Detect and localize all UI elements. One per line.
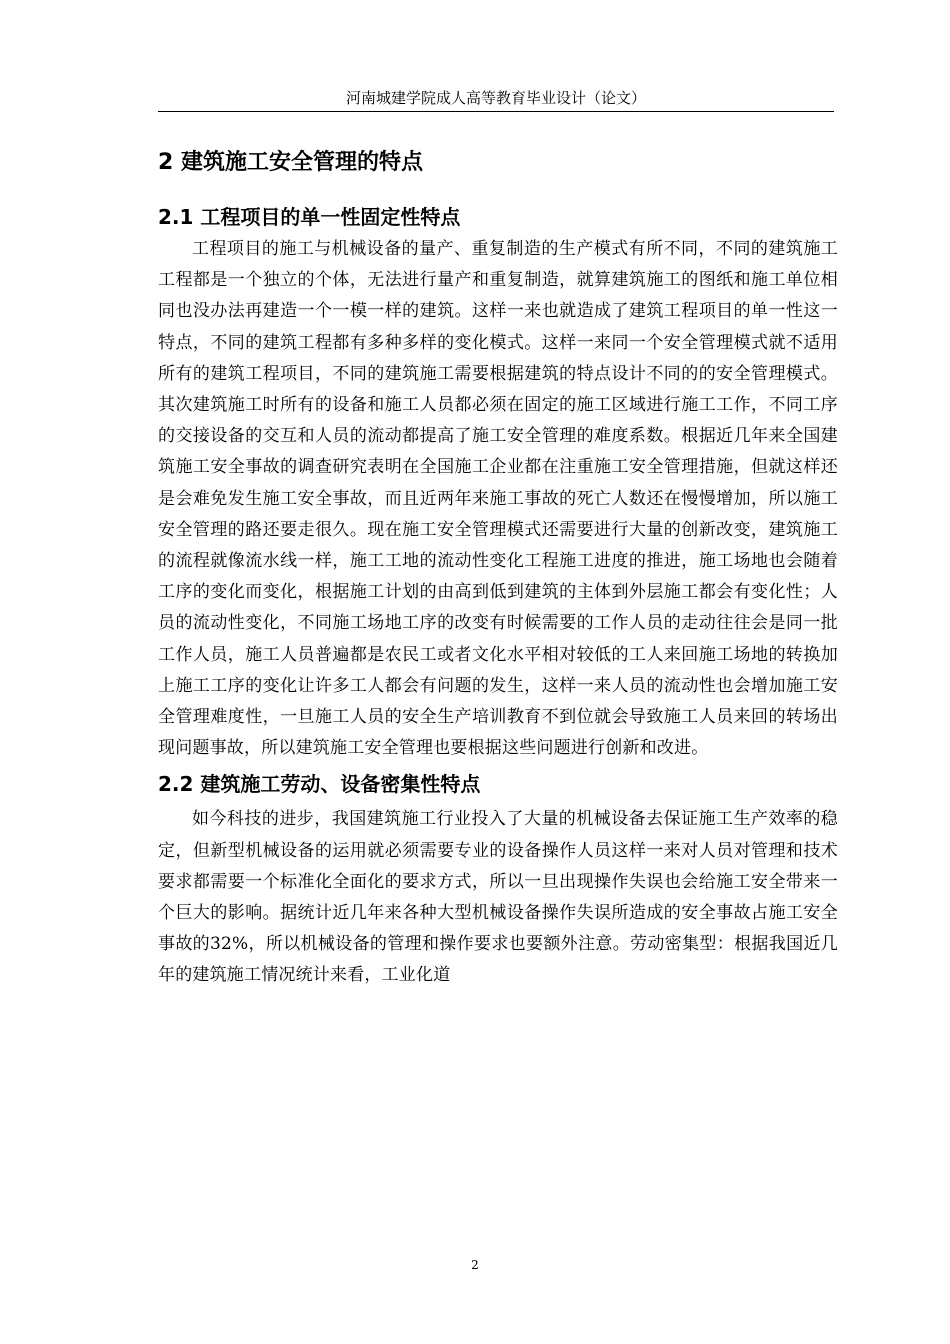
page-number: 2	[471, 1258, 479, 1272]
section-title-2-2: 2.2 建筑施工劳动、设备密集性特点	[158, 772, 481, 797]
section-title-2-1: 2.1 工程项目的单一性固定性特点	[158, 205, 461, 229]
section-2-1-paragraph: 工程项目的施工与机械设备的量产、重复制造的生产模式有所不同，不同的建筑施工工程都是一个独立的个体，无法进行量产和重复制造，就算建筑施工的图纸和施工单位相同也没办法再建造一个一模一样的建筑。这样一来也就造成了建筑工程项目的单一性这一特点，不同的建筑工程都有多种多样的变化模式。这样一来同一个安全管理模式就不适用所有的建筑工程项目，不同的建筑施工需要根据建筑的特点设计不同的的安全管理模式。其次建筑施工时所有的设备和施工人员都必须在固定的施工区域进行施工工作，不同工序的交接设备的交互和人员的流动都提高了施工安全管理的难度系数。根据近几年来全国建筑施工安全事故的调查研究表明在全国施工企业都在注重施工安全管理措施，但就这样还是会难免发生施工安全事故，而且近两年来施工事故的死亡人数还在慢慢增加，所以施工安全管理的路还要走很久。现在施工安全管理模式还需要进行大量的创新改变，建筑施工的流程就像流水线一样，施工工地的流动性变化工程施工进度的推进，施工场地也会随着工序的变化而变化，根据施工计划的由高到低到建筑的主体到外层施工都会有变化性；人员的流动性变化，不同施工场地工序的改变有时候需要的工作人员的走动往往会是同一批工作人员，施工人员普遍都是农民工或者文化水平相对较低的工人来回施工场地的转换加上施工工序的变化让许多工人都会有问题的发生，这样一来人员的流动性也会增加施工安全管理难度性，一旦施工人员的安全生产培训教育不到位就会导致施工人员来回的转场出现问题事故，所以建筑施工安全管理也要根据这些问题进行创新和改进。	[158, 239, 838, 759]
document-body	[158, 140, 838, 992]
section-2-2-paragraph: 如今科技的进步，我国建筑施工行业投入了大量的机械设备去保证施工生产效率的稳定，但新型机械设备的运用就必须需要专业的设备操作人员这样一来对人员对管理和技术要求都需要一个标准化全面化的要求方式，所以一旦出现操作失误也会给施工安全带来一个巨大的影响。据统计近几年来各种大型机械设备操作失误所造成的安全事故占施工安全事故的32%，所以机械设备的管理和操作要求也要额外注意。劳动密集型：根据我国近几年的建筑施工情况统计来看，工业化道	[158, 809, 838, 986]
header-rule	[158, 111, 834, 112]
chapter-title: 2 建筑施工安全管理的特点	[158, 150, 423, 175]
page-header: 河南城建学院成人高等教育毕业设计（论文）	[345, 89, 646, 107]
